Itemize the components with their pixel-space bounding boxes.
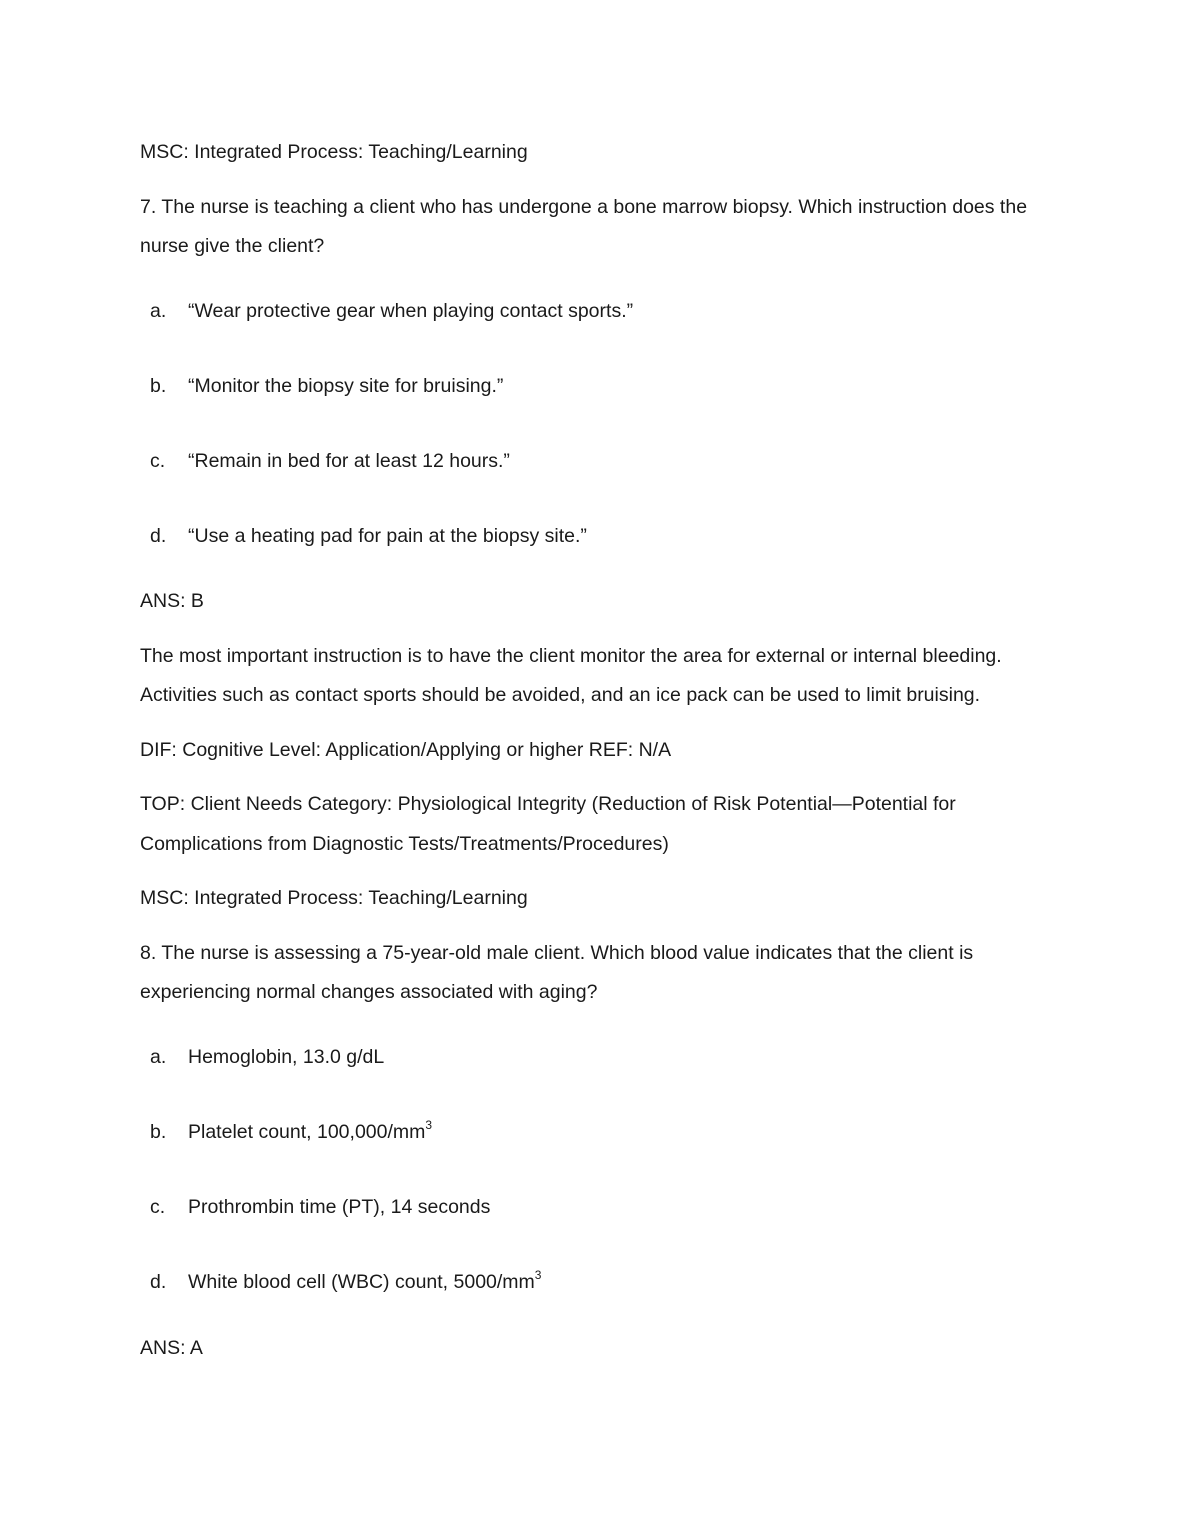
option-text: “Monitor the biopsy site for bruising.” (188, 375, 504, 397)
option-text: Prothrombin time (PT), 14 seconds (188, 1196, 491, 1218)
option-letter: a. (150, 300, 167, 322)
option-letter: c. (150, 450, 166, 472)
q7-top-line-2: Complications from Diagnostic Tests/Treatments/Procedures) (140, 833, 669, 855)
question-8-stem-line-2: experiencing normal changes associated with aging? (140, 981, 598, 1003)
q7-option-c (150, 450, 510, 473)
q7-top-line-1: TOP: Client Needs Category: Physiological Integrity (Reduction of Risk Potential—Potential for (140, 793, 956, 815)
q8-option-d (150, 1268, 542, 1294)
q7-option-d (150, 525, 587, 548)
question-7-stem-line-1: 7. The nurse is teaching a client who has undergone a bone marrow biopsy. Which instruction does the (140, 196, 1028, 218)
msc-top: MSC: Integrated Process: Teaching/Learning (140, 141, 528, 163)
q7-msc: MSC: Integrated Process: Teaching/Learning (140, 887, 528, 909)
option-superscript: 3 (534, 1268, 542, 1282)
q7-answer: ANS: B (140, 590, 204, 612)
option-text: “Wear protective gear when playing contact sports.” (188, 300, 634, 322)
option-letter: a. (150, 1046, 167, 1068)
option-letter: d. (150, 525, 167, 547)
question-7-stem-line-2: nurse give the client? (140, 235, 325, 257)
option-text: “Remain in bed for at least 12 hours.” (188, 450, 510, 472)
q7-dif: DIF: Cognitive Level: Application/Applying or higher REF: N/A (140, 739, 672, 761)
q7-option-a (150, 300, 633, 323)
q8-option-a (150, 1046, 384, 1069)
option-letter: b. (150, 375, 167, 397)
q8-option-b (150, 1118, 433, 1144)
option-text: Hemoglobin, 13.0 g/dL (188, 1046, 385, 1068)
question-8-stem-line-1: 8. The nurse is assessing a 75-year-old male client. Which blood value indicates that the client is (140, 942, 974, 964)
option-text: “Use a heating pad for pain at the biopsy site.” (188, 525, 587, 547)
q7-option-b (150, 375, 503, 398)
option-text: White blood cell (WBC) count, 5000/mm (188, 1271, 535, 1293)
option-letter: d. (150, 1271, 167, 1293)
q8-option-c (150, 1196, 490, 1219)
option-superscript: 3 (425, 1118, 433, 1132)
option-letter: c. (150, 1196, 166, 1218)
option-letter: b. (150, 1121, 167, 1143)
option-text: Platelet count, 100,000/mm (188, 1121, 426, 1143)
q7-rationale-line-2: Activities such as contact sports should be avoided, and an ice pack can be used to limit bruising. (140, 684, 981, 706)
q7-rationale-line-1: The most important instruction is to have the client monitor the area for external or internal bleeding. (140, 645, 1002, 667)
q8-answer: ANS: A (140, 1337, 203, 1359)
